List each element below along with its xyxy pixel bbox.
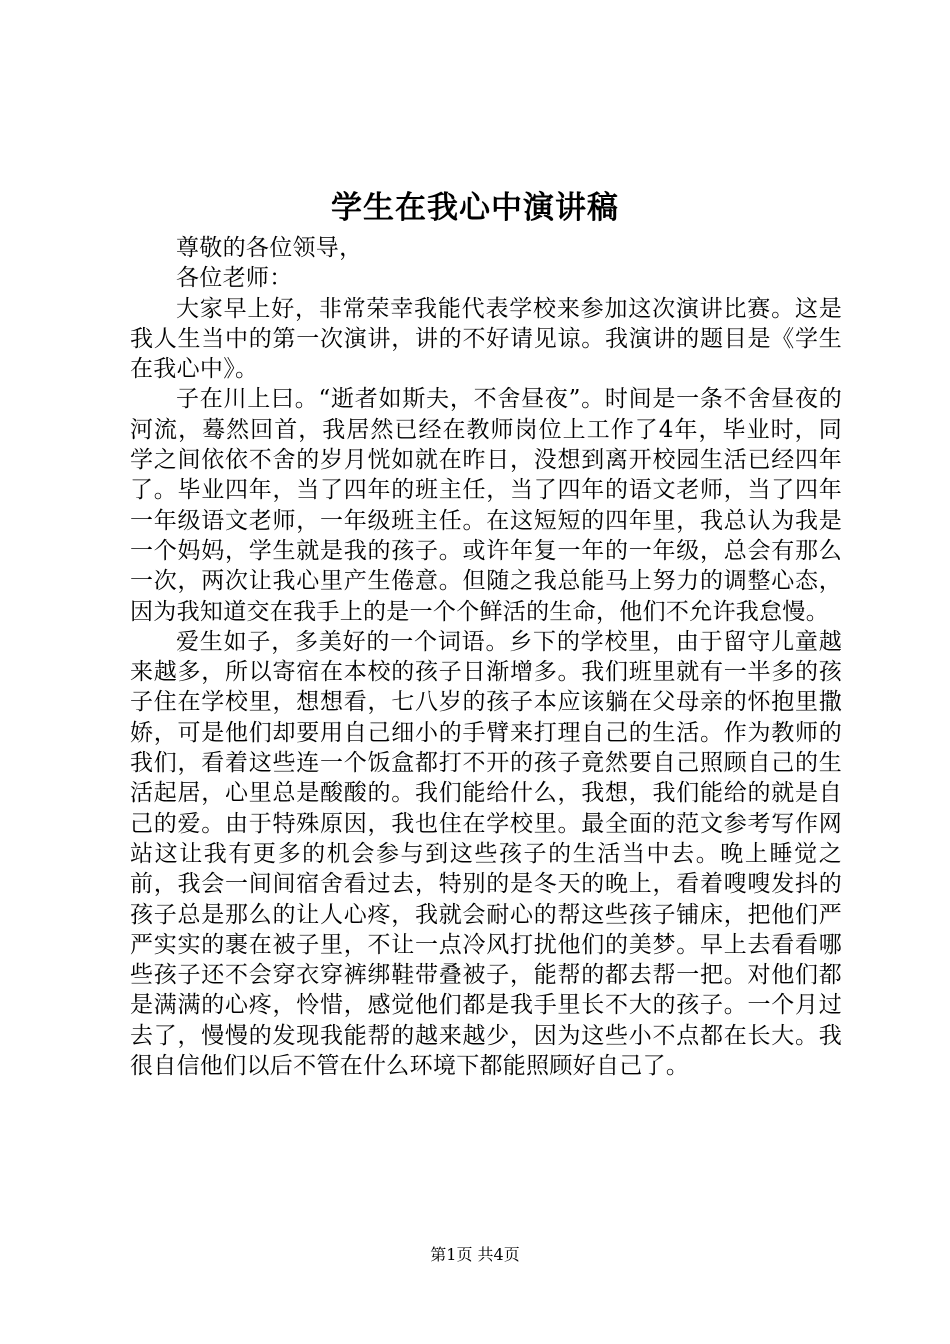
- paragraph-intro: 大家早上好，非常荣幸我能代表学校来参加这次演讲比赛。这是我人生当中的第一次演讲，讲的不好请见谅。我演讲的题目是《学生在我心中》。: [130, 295, 842, 383]
- page-number-footer: 第1页 共4页: [430, 1245, 520, 1264]
- paragraph-love: 爱生如子，多美好的一个词语。乡下的学校里，由于留守儿童越来越多，所以寄宿在本校的孩子日渐增多。我们班里就有一半多的孩子住在学校里，想想看，七八岁的孩子本应该躺在父母亲的怀抱里撒娇，可是他们却要用自己细小的手臂来打理自己的生活。作为教师的我们，看着这些连一个饭盒都打不开的孩子竟然要自己照顾自己的生活起居，心里总是酸酸的。我们能给什么，我想，我们能给的就是自己的爱。由于特殊原因，我也住在学校里。最全面的范文参考写作网站这让我有更多的机会参与到这些孩子的生活当中去。晚上睡觉之前，我会一间间宿舍看过去，特别的是冬天的晚上，看着嗖嗖发抖的孩子总是那么的让人心疼，我就会耐心的帮这些孩子铺床，把他们严严实实的裹在被子里，不让一点冷风打扰他们的美梦。早上去看看哪些孩子还不会穿衣穿裤绑鞋带叠被子，能帮的都去帮一把。对他们都是满满的心疼，怜惜，感觉他们都是我手里长不大的孩子。一个月过去了，慢慢的发现我能帮的越来越少，因为这些小不点都在长大。我很自信他们以后不管在什么环境下都能照顾好自己了。: [130, 628, 842, 1080]
- document-body: [130, 233, 842, 1081]
- document-title: 学生在我心中演讲稿: [331, 190, 619, 226]
- salutation-leaders: 尊敬的各位领导，: [176, 235, 363, 261]
- paragraph-time: 子在川上曰。“逝者如斯夫，不舍昼夜”。时间是一条不舍昼夜的河流，蓦然回首，我居然已经在教师岗位上工作了4年，毕业时，同学之间依依不舍的岁月恍如就在昨日，没想到离开校园生活已经四年了。毕业四年，当了四年的班主任，当了四年的语文老师，当了四年一年级语文老师，一年级班主任。在这短短的四年里，我总认为我是一个妈妈，学生就是我的孩子。或许年复一年的一年级，总会有那么一次，两次让我心里产生倦意。但随之我总能马上努力的调整心态，因为我知道交在我手上的是一个个鲜活的生命，他们不允许我怠慢。: [130, 386, 842, 625]
- salutation-teachers: 各位老师：: [176, 265, 293, 292]
